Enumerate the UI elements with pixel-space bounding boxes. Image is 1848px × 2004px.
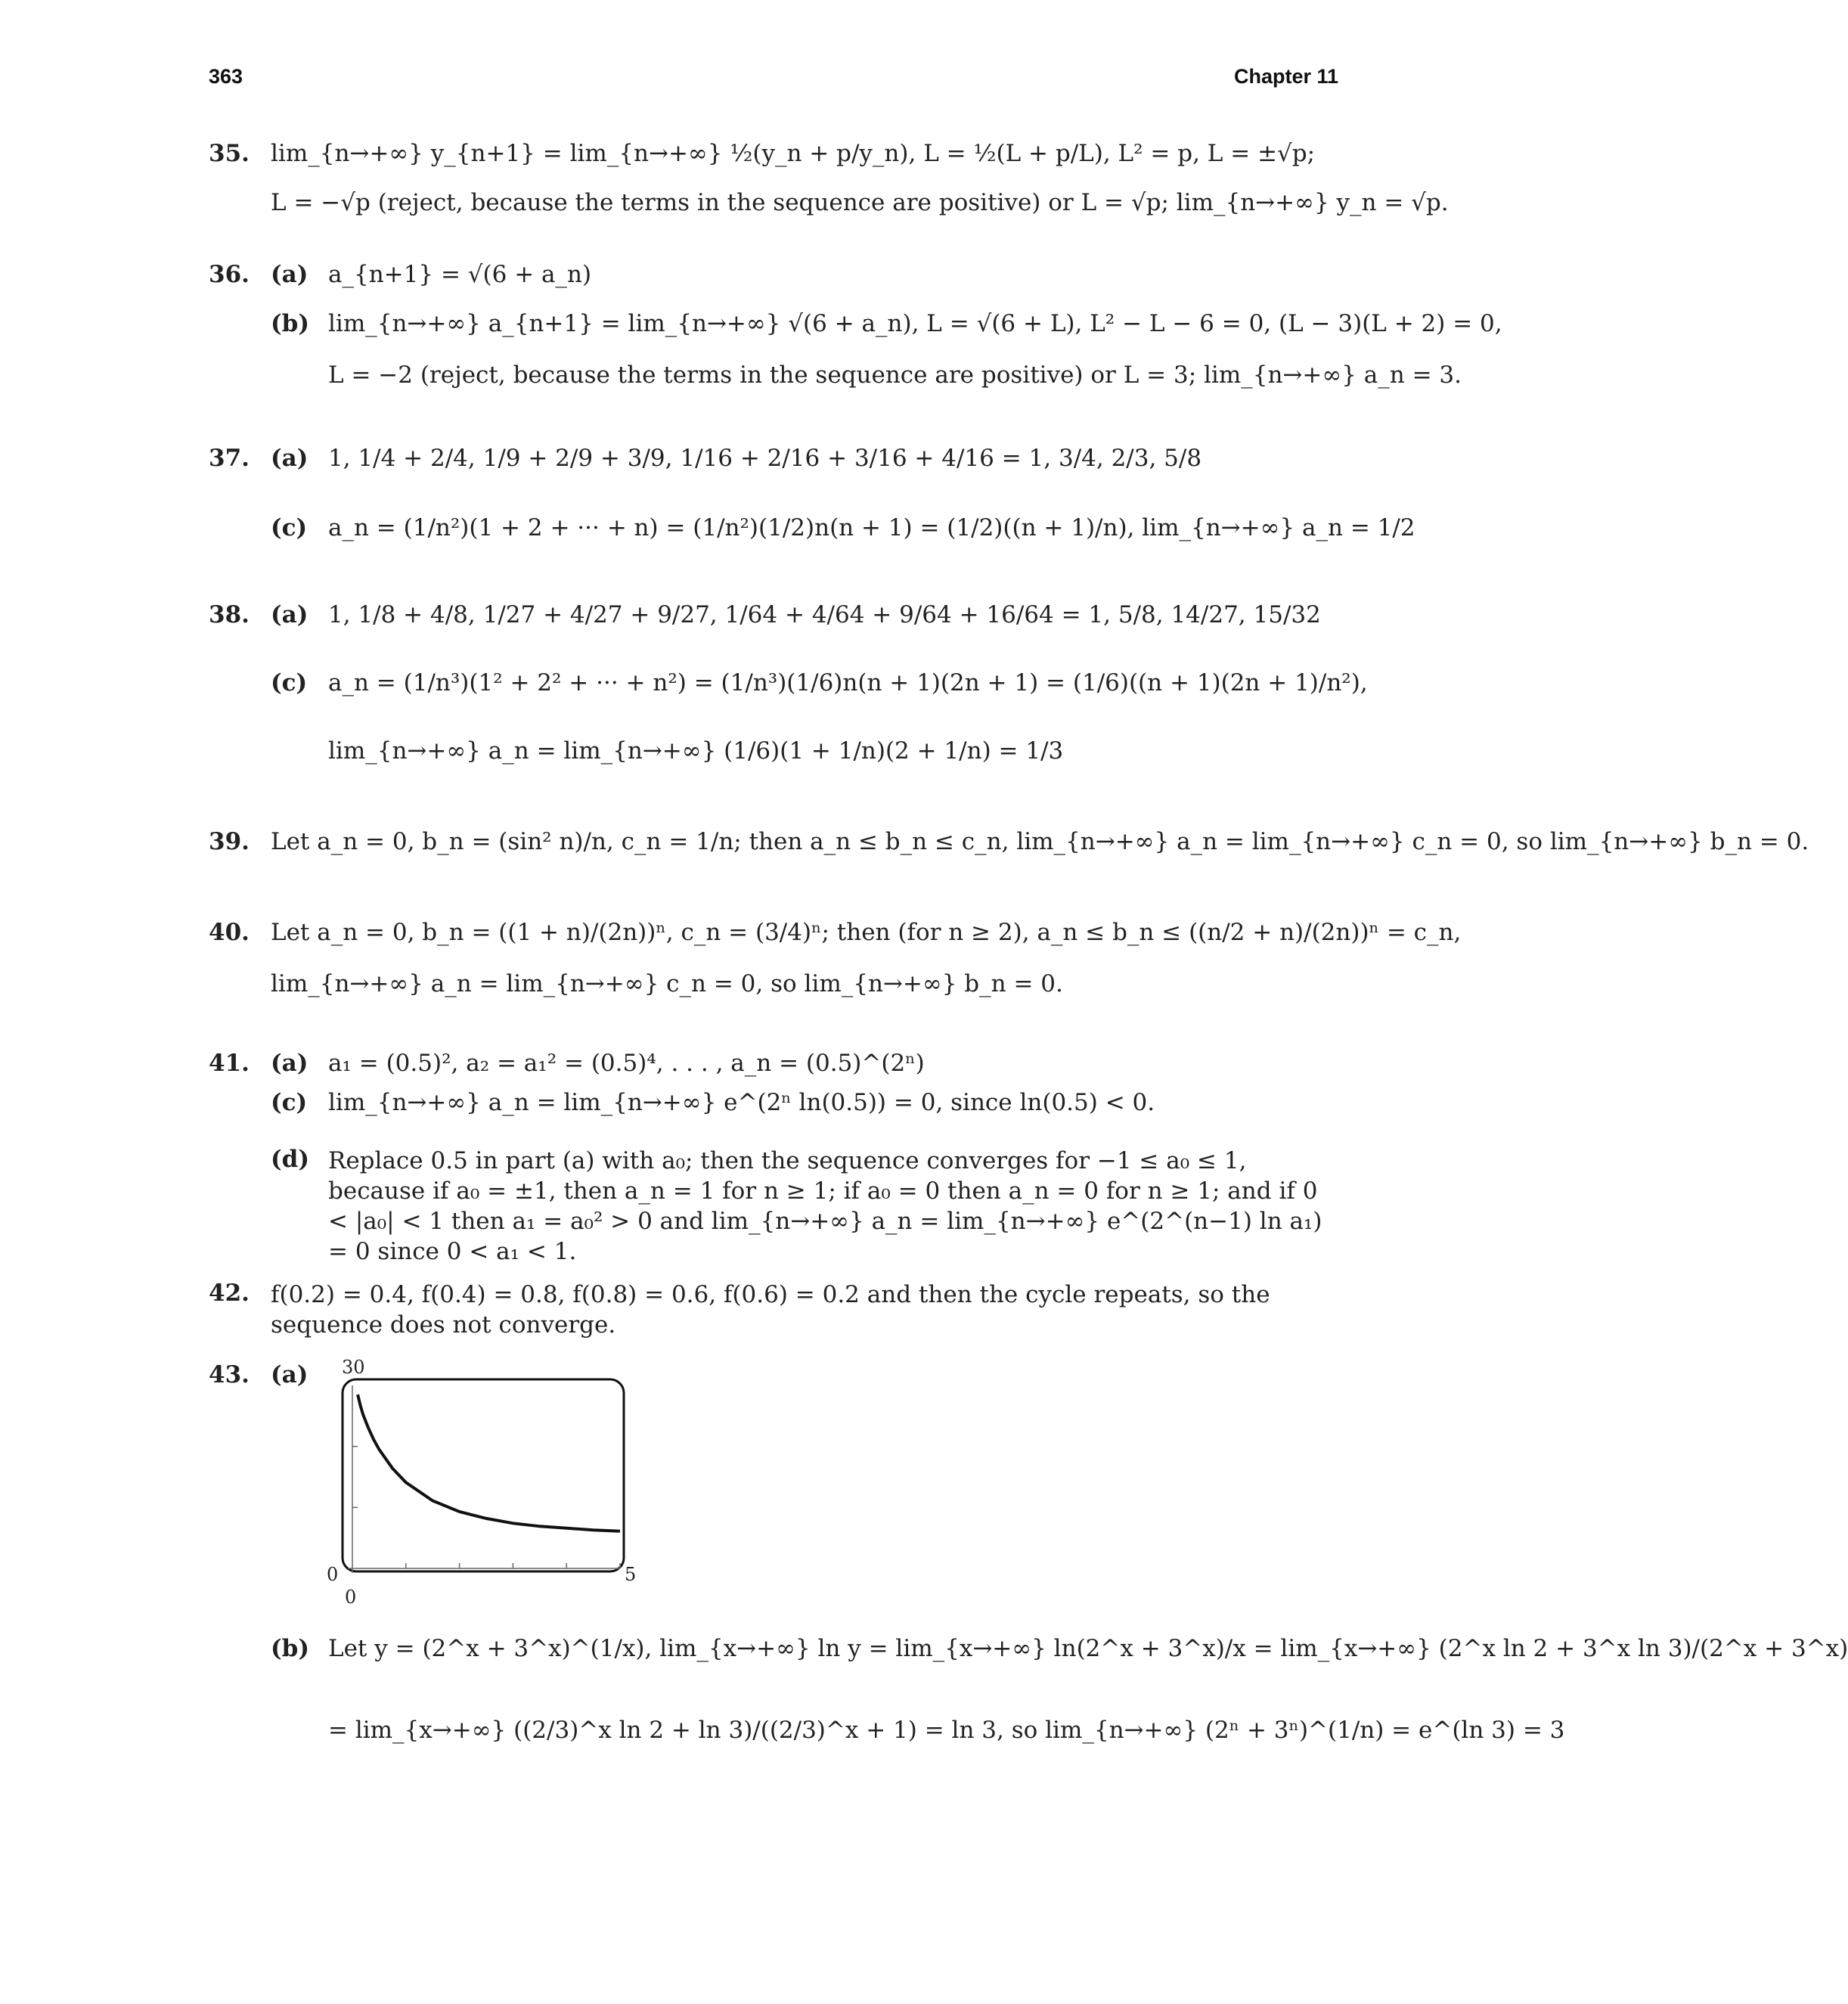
curve-series — [358, 1394, 620, 1531]
solution-line: = lim_{x→+∞} ((2/3)^x ln 2 + ln 3)/((2/3)^x + 1) = ln 3, so lim_{n→+∞} (2ⁿ + 3ⁿ)^(1/n) = e^(ln 3) = 3 — [328, 1717, 1565, 1744]
solution-line: 1, 1/4 + 2/4, 1/9 + 2/9 + 3/9, 1/16 + 2/16 + 3/16 + 4/16 = 1, 3/4, 2/3, 5/8 — [328, 445, 1202, 472]
y-tick-label: 30 — [342, 1357, 365, 1378]
part-label: (a) — [271, 445, 309, 472]
problem-number: 38. — [209, 601, 250, 628]
part-label: (a) — [271, 1050, 309, 1077]
solution-line: Let y = (2^x + 3^x)^(1/x), lim_{x→+∞} ln y = lim_{x→+∞} ln(2^x + 3^x)/x = lim_{x→+∞} (2^x ln 2 + 3^x ln 3)/(2^x + 3^x) — [328, 1635, 1848, 1662]
solution-line: a_n = (1/n³)(1² + 2² + ··· + n²) = (1/n³)(1/6)n(n + 1)(2n + 1) = (1/6)((n + 1)(2n + 1)/n²), — [328, 669, 1368, 696]
axis-ticks — [352, 1447, 620, 1568]
part-label: (a) — [271, 1361, 309, 1388]
part-label: (b) — [271, 310, 310, 337]
problem-number: 43. — [209, 1361, 250, 1388]
function-graph — [333, 1376, 635, 1581]
solution-line: Let a_n = 0, b_n = ((1 + n)/(2n))ⁿ, c_n = (3/4)ⁿ; then (for n ≥ 2), a_n ≤ b_n ≤ ((n/2 + n)/(2n))ⁿ = c_n, — [271, 919, 1462, 946]
chapter-title: Chapter 11 — [1234, 65, 1339, 88]
problem-number: 41. — [209, 1050, 250, 1077]
solution-line: lim_{n→+∞} a_n = lim_{n→+∞} (1/6)(1 + 1/n)(2 + 1/n) = 1/3 — [328, 737, 1064, 765]
problem-number: 37. — [209, 445, 250, 472]
solution-line: L = −√p (reject, because the terms in the sequence are positive) or L = √p; lim_{n→+∞} y_n = √p. — [271, 189, 1449, 216]
solution-line: a_{n+1} = √(6 + a_n) — [328, 261, 592, 288]
solution-paragraph: Replace 0.5 in part (a) with a₀; then the sequence converges for −1 ≤ a₀ ≤ 1, because if a₀ = ±1, then a_n = 1 for n ≥ 1; if a₀ = 0 then a_n = 0 for n ≥ 1; and if 0 < |a₀| < 1 then a₁ = a₀² > 0 and lim_{n→+∞} a_n = lim_{n→+∞} e^(2^(n−1) ln a₁) = 0 since 0 < a₁ < 1. — [328, 1147, 1322, 1265]
solution-line: Let a_n = 0, b_n = (sin² n)/n, c_n = 1/n; then a_n ≤ b_n ≤ c_n, lim_{n→+∞} a_n = lim_{n→+∞} c_n = 0, so lim_{n→+∞} b_n = 0. — [271, 828, 1809, 855]
problem-number: 36. — [209, 261, 250, 288]
part-label: (c) — [271, 514, 308, 541]
part-label: (b) — [271, 1635, 310, 1662]
part-label: (c) — [271, 669, 308, 696]
problem-number: 42. — [209, 1280, 250, 1307]
part-label: (a) — [271, 601, 309, 628]
solution-line: lim_{n→+∞} a_{n+1} = lim_{n→+∞} √(6 + a_n), L = √(6 + L), L² − L − 6 = 0, (L − 3)(L + 2) = 0, — [328, 310, 1502, 337]
solution-line: 1, 1/8 + 4/8, 1/27 + 4/27 + 9/27, 1/64 + 4/64 + 9/64 + 16/64 = 1, 5/8, 14/27, 15/32 — [328, 601, 1321, 628]
part-label: (d) — [271, 1146, 310, 1173]
page-number: 363 — [209, 65, 243, 88]
part-label: (c) — [271, 1089, 308, 1116]
solution-paragraph: f(0.2) = 0.4, f(0.4) = 0.8, f(0.8) = 0.6, f(0.6) = 0.2 and then the cycle repeats, so the sequence does not converge. — [271, 1281, 1270, 1339]
solution-line: lim_{n→+∞} a_n = lim_{n→+∞} e^(2ⁿ ln(0.5)) = 0, since ln(0.5) < 0. — [328, 1089, 1155, 1116]
solution-line: L = −2 (reject, because the terms in the sequence are positive) or L = 3; lim_{n→+∞} a_n = 3. — [328, 361, 1462, 389]
problem-number: 39. — [209, 828, 250, 855]
solution-line: a₁ = (0.5)², a₂ = a₁² = (0.5)⁴, . . . , a_n = (0.5)^(2ⁿ) — [328, 1050, 925, 1077]
y-tick-label: 0 — [327, 1564, 339, 1585]
problem-number: 40. — [209, 919, 250, 946]
problem-number: 35. — [209, 140, 250, 167]
solution-line: lim_{n→+∞} a_n = lim_{n→+∞} c_n = 0, so lim_{n→+∞} b_n = 0. — [271, 970, 1063, 997]
part-label: (a) — [271, 261, 309, 288]
x-tick-label: 5 — [625, 1564, 637, 1585]
plot-frame — [343, 1379, 624, 1571]
solution-line: a_n = (1/n²)(1 + 2 + ··· + n) = (1/n²)(1/2)n(n + 1) = (1/2)((n + 1)/n), lim_{n→+∞} a_n = 1/2 — [328, 514, 1415, 541]
x-tick-label: 0 — [345, 1587, 357, 1608]
solution-line: lim_{n→+∞} y_{n+1} = lim_{n→+∞} ½(y_n + p/y_n), L = ½(L + p/L), L² = p, L = ±√p; — [271, 140, 1316, 167]
